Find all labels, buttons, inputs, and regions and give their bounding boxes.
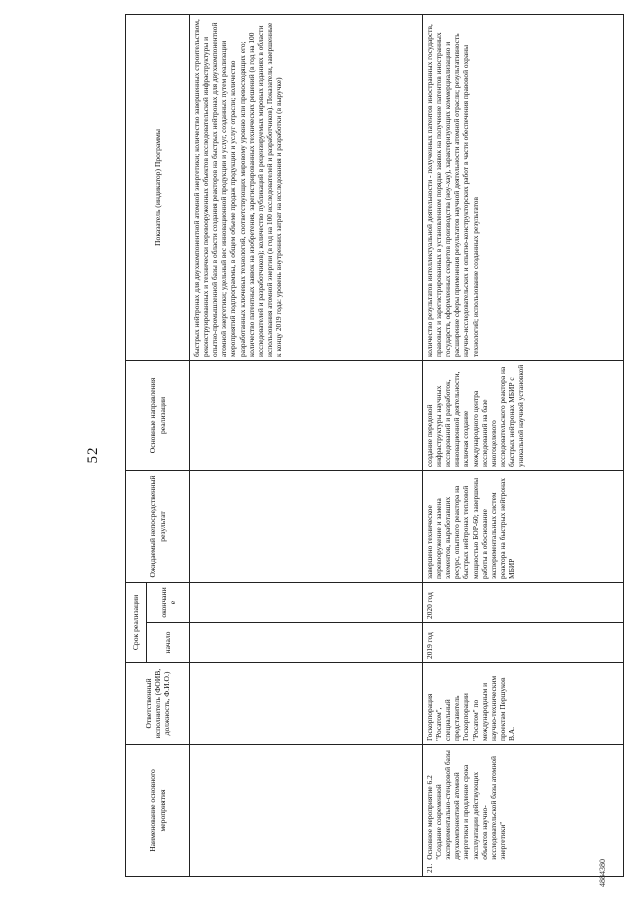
cell-indicator <box>423 14 624 360</box>
end-year: 2020 год <box>425 592 434 619</box>
cell-empty <box>190 745 423 877</box>
table-row-21 <box>423 14 624 876</box>
cell-empty <box>190 470 423 582</box>
activity-name: Основное мероприятие 6.2 "Создание современной экспериментально-стендовой базы двухкомпонентной атомной энергетики и продление срока эксплуатации действующих объектов научно-исследовательской базы атомной энергетики" <box>425 750 507 860</box>
table-header-row <box>126 14 147 876</box>
cell-indicator-continued <box>190 14 423 360</box>
program-table <box>125 14 624 877</box>
row-number: 21. <box>425 863 434 873</box>
cell-start <box>423 623 624 663</box>
header-directions: Основные направления реализации <box>126 360 190 470</box>
page-number: 52 <box>85 446 101 464</box>
header-term-start: начало <box>147 623 190 663</box>
header-executor: Ответственный исполнитель (ФОИВ, должность, Ф.И.О.) <box>126 663 190 745</box>
cell-executor <box>423 663 624 745</box>
table-row-continued <box>190 14 423 876</box>
cell-directions <box>423 360 624 470</box>
header-indicator: Показатель (индикатор) Программы <box>126 14 190 360</box>
header-term-end: окончание <box>147 582 190 622</box>
indicator-text: количество результатов интеллектуальной деятельности - полученных патентов иностранных государств, правовых и зарегистрированных в установленном порядке заявок на получение патентов иностранных государств, оформленных секретов производства (ноу-хау), характеризующих коммерциализацию и расширение сферы применения результатов научной деятельности атомной отрасли; результативность научно-исследовательских и опытно-конструкторских работ в части обеспечения правовой охраны технологий; использование созданных результатов <box>425 24 480 357</box>
cell-name <box>423 745 624 877</box>
cell-empty <box>190 663 423 745</box>
header-result: Ожидаемый непосредственный результат <box>126 470 190 582</box>
cell-empty <box>190 623 423 663</box>
executor-text: Госкорпорация "Росатом", специальный представитель Госкорпорации "Росатом" по международным и научно-техническим проектам Першуков В.А. <box>425 675 516 741</box>
start-year: 2019 год <box>425 632 434 659</box>
indicator-continued-text: быстрых нейтронах для двухкомпонентной атомной энергетики; количество завершенных строительством, реконструированных и технически перевооруженных объектов исследовательской инфраструктуры и опытно-промышленной базы в области создания реакторов на быстрых нейтронах для двухкомпонентной атомной энергетики; удельный вес инновационной продукции и услуг, созданных путем реализации мероприятий подпрограммы, в общем объеме продаж продукции и услуг отрасли; количество разработанных ключевых технологий, соответствующих мировому уровню или превосходящих его; количество патентных заявок на изобретения, зарегистрированных технических решений (в год на 100 исследователей и разработчиков); количество публикаций в рецензируемых мировых изданиях в области использования атомной энергии (в год на 100 исследователей и разработчиков). Показатели, завершенные к концу 2019 года: уровень внутренних затрат на исследования и разработки (в выручке) <box>192 19 283 357</box>
document-id: 4884380 <box>598 859 607 887</box>
header-name: Наименование основного мероприятия <box>126 745 190 877</box>
result-text: завершено техническое перевооружение и замена элементов, выработавших ресурс, опытного реактора на быстрых нейтронах тепловой мощностью БОР-60; завершены работы в обоснование экспериментальных систем реактора на быстрых нейтронах МБИР <box>425 477 516 579</box>
directions-text: создание передовой инфраструктуры научных исследований и разработок, инновационной деятельности, включая создание международного центра исследований на базе многоцелевого исследовательского реактора на быстрых нейтронах МБИР с уникальной научной установкой <box>425 364 526 467</box>
cell-empty <box>190 582 423 622</box>
header-term: Срок реализации <box>126 582 147 662</box>
cell-result <box>423 470 624 582</box>
cell-empty <box>190 360 423 470</box>
cell-end <box>423 582 624 622</box>
